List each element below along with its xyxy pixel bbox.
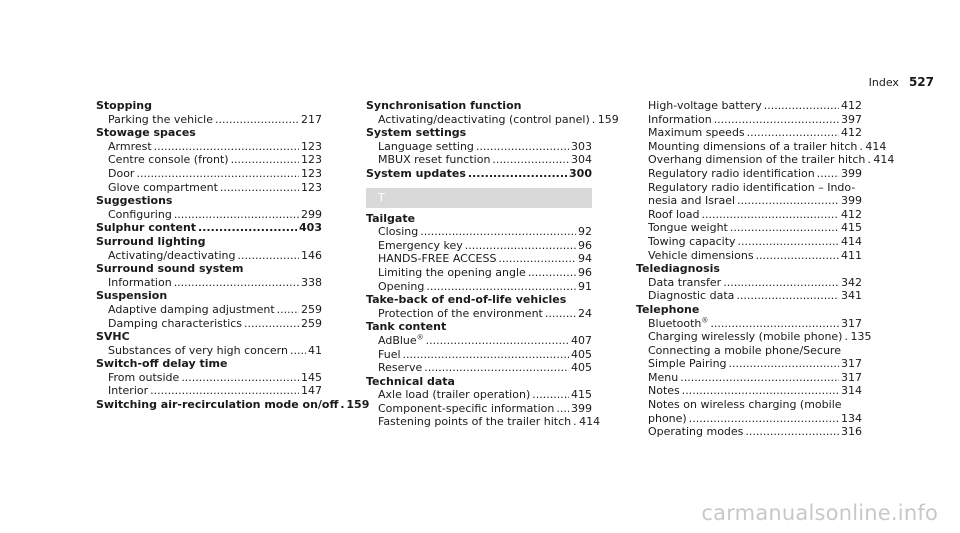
index-subentry-parking-the-vehicle[interactable] <box>96 113 322 127</box>
index-heading-system-settings: System settings <box>366 126 467 140</box>
entry-text: Opening <box>378 279 425 293</box>
dot-leader <box>465 239 576 253</box>
page-reference[interactable]: 399 <box>841 166 862 180</box>
entry-label <box>378 402 554 416</box>
entry-text: Bluetooth <box>648 316 702 330</box>
page-reference[interactable]: 412 <box>841 99 862 112</box>
page-reference[interactable]: 303 <box>571 139 592 153</box>
dot-leader <box>426 334 569 348</box>
entry-label <box>648 384 680 398</box>
index-subentry-towing-capacity[interactable] <box>636 235 862 249</box>
entry-label <box>648 276 721 290</box>
page-reference[interactable]: 96 <box>578 265 592 279</box>
entry-text: Sulphur content <box>96 221 197 235</box>
entry-label <box>96 398 338 412</box>
entry-label <box>378 361 422 375</box>
entry-label <box>648 221 728 235</box>
dot-leader <box>859 140 863 154</box>
page-header <box>869 75 934 89</box>
dot-leader <box>174 276 299 290</box>
page-reference[interactable]: 412 <box>841 207 862 221</box>
entry-text: Menu <box>648 370 679 384</box>
page-reference[interactable]: 24 <box>578 306 592 320</box>
index-heading-tailgate: Tailgate <box>366 211 416 225</box>
page-reference[interactable]: 147 <box>301 384 322 398</box>
index-subentry-bluetooth[interactable] <box>636 317 862 331</box>
dot-leader <box>476 140 569 154</box>
index-heading-synchronisation-function: Synchronisation function <box>366 99 522 112</box>
entry-text: Fuel <box>378 347 401 361</box>
entry-label <box>648 167 815 181</box>
page-reference[interactable]: 41 <box>308 343 322 357</box>
entry-text: High-voltage battery <box>648 99 762 112</box>
page-reference[interactable]: 317 <box>841 316 862 330</box>
entry-text: Substances of very high concern <box>108 343 288 357</box>
entry-label <box>648 289 734 303</box>
index-subentry-axle-load-trailer-operation[interactable] <box>366 388 592 402</box>
entry-text: Interior <box>108 384 149 398</box>
page-reference[interactable]: 135 <box>850 330 872 344</box>
entry-label <box>648 425 743 439</box>
dot-leader <box>710 317 839 331</box>
entry-text: Roof load <box>648 207 700 221</box>
index-column-2 <box>366 99 619 429</box>
dot-leader <box>468 167 567 181</box>
index-subentry-component-specific-information[interactable] <box>366 402 592 416</box>
dot-leader <box>426 280 576 294</box>
page-reference[interactable]: 145 <box>301 370 322 384</box>
entry-label <box>378 252 496 266</box>
index-heading-tank-content: Tank content <box>366 320 447 334</box>
entry-text: Switching air-recirculation mode on/off <box>96 398 339 412</box>
entry-text: Armrest <box>108 139 152 153</box>
dot-leader <box>150 384 299 398</box>
entry-text: Component-specific information <box>378 401 555 415</box>
entry-text: Closing <box>378 225 419 239</box>
page-reference[interactable]: 159 <box>346 398 370 412</box>
index-subentry-emergency-key[interactable] <box>366 239 592 253</box>
index-heading-suggestions: Suggestions <box>96 194 173 208</box>
dot-leader <box>215 113 299 127</box>
page-reference[interactable]: 341 <box>841 289 862 303</box>
page-reference[interactable]: 399 <box>841 194 862 208</box>
entry-text: Notes <box>648 384 680 398</box>
entry-text: Activating/deactivating <box>108 248 236 262</box>
entry-label <box>108 113 213 127</box>
page-reference[interactable]: 96 <box>578 238 592 252</box>
index-heading-surround-sound-system: Surround sound system <box>96 262 244 276</box>
entry-label <box>108 384 148 398</box>
page-reference[interactable]: 259 <box>301 302 322 316</box>
page-reference[interactable]: 159 <box>597 112 619 126</box>
entry-label <box>108 249 236 263</box>
index-subentry-opening[interactable] <box>366 280 592 294</box>
dot-leader <box>702 208 840 222</box>
entry-text: Data transfer <box>648 275 722 289</box>
dot-leader <box>154 140 299 154</box>
dot-leader <box>592 113 596 127</box>
page-reference[interactable]: 414 <box>865 139 887 153</box>
entry-label <box>378 415 571 429</box>
dot-leader <box>747 126 839 140</box>
index-subentry-activating-deactivating-control-panel[interactable] <box>366 112 619 127</box>
entry-label <box>108 371 179 385</box>
entry-text: Towing capacity <box>648 234 736 248</box>
dot-leader <box>545 307 576 321</box>
dot-leader <box>737 194 839 208</box>
index-column-1 <box>96 99 370 412</box>
entry-text: Fastening points of the trailer hitch <box>378 415 572 429</box>
dot-leader <box>420 225 576 239</box>
index-subentry-configuring[interactable] <box>96 208 322 222</box>
index-heading-stopping: Stopping <box>96 99 152 112</box>
dot-leader <box>729 357 839 371</box>
index-heading-telediagnosis: Telediagnosis <box>636 262 720 276</box>
dot-leader <box>277 303 299 317</box>
page-reference[interactable]: 397 <box>841 112 862 126</box>
entry-label <box>108 208 172 222</box>
entry-label <box>108 276 172 290</box>
page-reference[interactable]: 146 <box>301 248 322 262</box>
entry-label <box>108 303 275 317</box>
index-subentry-from-outside[interactable] <box>96 371 322 385</box>
index-list-t <box>366 211 601 430</box>
index-subentry-mbux-reset-function[interactable] <box>366 153 592 167</box>
index-subentry-regulatory-radio-identification[interactable] <box>636 167 862 181</box>
dot-leader <box>424 361 569 375</box>
index-subentry-fastening-points-of-the-trailer-hitch[interactable] <box>366 415 601 429</box>
dot-leader <box>528 266 576 280</box>
entry-label <box>648 194 735 208</box>
entry-label <box>108 153 229 167</box>
page-reference[interactable]: 403 <box>299 221 322 235</box>
index-heading-suspension: Suspension <box>96 289 168 303</box>
dot-leader <box>723 276 839 290</box>
index-subentry-armrest[interactable] <box>96 140 322 154</box>
entry-label <box>648 140 857 154</box>
dot-leader <box>492 153 569 167</box>
header-title: Index <box>868 76 899 89</box>
entry-text: Information <box>108 275 172 289</box>
index-subentry-information[interactable] <box>636 113 862 127</box>
index-heading-system-updates[interactable] <box>366 167 592 181</box>
page-reference[interactable]: 123 <box>301 139 322 153</box>
page-reference[interactable]: 407 <box>571 333 592 347</box>
page-reference[interactable]: 342 <box>841 275 862 289</box>
dot-leader <box>181 371 299 385</box>
index-subentry-centre-console-front[interactable] <box>96 153 322 167</box>
registered-mark: ® <box>416 333 424 342</box>
index-subentry-vehicle-dimensions[interactable] <box>636 249 862 263</box>
dot-leader <box>340 398 344 412</box>
entry-label <box>648 113 712 127</box>
entry-label <box>648 249 754 263</box>
index-subentry-substances-of-very-high-concern[interactable] <box>96 344 322 358</box>
entry-label <box>378 280 424 294</box>
entry-label <box>648 99 762 113</box>
entry-text: Configuring <box>108 207 172 221</box>
entry-label <box>648 330 842 344</box>
page-reference[interactable]: 123 <box>301 166 322 180</box>
index-subentry-mounting-dimensions-of-a-trailer-hitch[interactable] <box>636 139 887 154</box>
dot-leader <box>556 402 569 416</box>
dot-leader <box>231 153 299 167</box>
entry-text: Activating/deactivating (control panel) <box>378 112 590 126</box>
entry-text: From outside <box>108 370 180 384</box>
page-reference[interactable]: 415 <box>841 221 862 235</box>
entry-text: Mounting dimensions of a trailer hitch <box>648 139 858 153</box>
index-subentry-diagnostic-data[interactable] <box>636 289 862 303</box>
page-reference[interactable]: 415 <box>571 388 592 402</box>
entry-text: Tongue weight <box>648 221 728 235</box>
page-reference[interactable]: 304 <box>571 153 592 167</box>
dot-leader <box>817 167 839 181</box>
entry-label <box>108 167 134 181</box>
entry-text: nesia and Israel <box>648 194 736 208</box>
dot-leader <box>573 415 577 429</box>
entry-text: Damping characteristics <box>108 316 243 330</box>
page-reference[interactable]: 91 <box>578 279 592 293</box>
entry-text: Charging wirelessly (mobile phone) <box>648 330 843 344</box>
index-subentry-high-voltage-battery[interactable] <box>636 99 862 113</box>
entry-label <box>96 221 196 235</box>
entry-text: Centre console (front) <box>108 153 229 167</box>
index-subentry-menu[interactable] <box>636 371 862 385</box>
registered-mark: ® <box>701 315 709 324</box>
dot-leader <box>290 344 306 358</box>
entry-label <box>378 348 401 362</box>
dot-leader <box>714 113 839 127</box>
index-subentry-damping-characteristics[interactable] <box>96 317 322 331</box>
page-reference[interactable]: 300 <box>569 166 592 180</box>
page-reference[interactable]: 92 <box>578 225 592 239</box>
dot-leader <box>244 317 299 331</box>
entry-text: Glove compartment <box>108 180 218 194</box>
entry-text: Parking the vehicle <box>108 112 214 126</box>
entry-text: HANDS-FREE ACCESS <box>378 252 497 266</box>
entry-label <box>648 153 865 167</box>
entry-label <box>648 126 745 140</box>
dot-leader <box>198 221 297 235</box>
index-heading-surround-lighting: Surround lighting <box>96 234 206 248</box>
entry-label <box>648 317 708 331</box>
dot-leader <box>498 252 576 266</box>
index-heading-switch-off-delay-time: Switch-off delay time <box>96 357 228 371</box>
section-letter-t: T <box>366 188 592 208</box>
dot-leader <box>682 384 839 398</box>
dot-leader <box>238 249 299 263</box>
index-subentry-activating-deactivating[interactable] <box>96 249 322 263</box>
entry-text: Limiting the opening angle <box>378 265 526 279</box>
entry-text: Simple Pairing <box>648 357 727 371</box>
dot-leader <box>136 167 299 181</box>
entry-label <box>108 181 218 195</box>
entry-text: Maximum speeds <box>648 126 745 140</box>
page-reference[interactable]: 299 <box>301 207 322 221</box>
entry-text: Door <box>108 166 135 180</box>
entry-text: Vehicle dimensions <box>648 248 754 262</box>
page-reference[interactable]: 405 <box>571 361 592 375</box>
index-subentry-simple-pairing[interactable] <box>636 357 862 371</box>
index-subentry-overhang-dimension-of-the-trailer-hitch[interactable] <box>636 153 895 167</box>
entry-label <box>366 167 466 181</box>
entry-label <box>378 153 490 167</box>
page-reference[interactable]: 411 <box>841 248 862 262</box>
dot-leader <box>738 235 839 249</box>
entry-text: Language setting <box>378 139 474 153</box>
index-subentry-language-setting[interactable] <box>366 140 592 154</box>
index-subentry-glove-compartment[interactable] <box>96 181 322 195</box>
index-subentry-limiting-the-opening-angle[interactable] <box>366 266 592 280</box>
page-reference[interactable]: 405 <box>571 347 592 361</box>
entry-label <box>648 235 736 249</box>
dot-leader <box>403 348 569 362</box>
index-subentry-text: Notes on wireless charging (mobile <box>648 398 842 412</box>
entry-text: Information <box>648 112 712 126</box>
index-column-3 <box>636 99 895 439</box>
page-reference[interactable]: 217 <box>301 112 322 126</box>
page-reference[interactable]: 317 <box>841 357 862 371</box>
entry-label <box>378 266 526 280</box>
index-heading-telephone: Telephone <box>636 302 700 316</box>
page-reference[interactable]: 414 <box>873 153 895 167</box>
index-subentry-phone[interactable] <box>636 412 862 426</box>
index-subentry-door[interactable] <box>96 167 322 181</box>
entry-label <box>108 140 152 154</box>
index-heading-stowage-spaces: Stowage spaces <box>96 126 196 140</box>
index-subentry-tongue-weight[interactable] <box>636 221 862 235</box>
index-subentry-roof-load[interactable] <box>636 208 862 222</box>
entry-text: Protection of the environment <box>378 306 543 320</box>
entry-label <box>648 357 727 371</box>
page-reference[interactable]: 399 <box>571 401 592 415</box>
dot-leader <box>532 388 569 402</box>
index-heading-take-back-of-end-of-life-vehicles: Take-back of end-of-life vehicles <box>366 293 567 307</box>
entry-text: System updates <box>366 166 466 180</box>
index-list-s-continued <box>366 99 619 181</box>
entry-text: Emergency key <box>378 238 463 252</box>
entry-label <box>378 140 474 154</box>
index-subentry-adaptive-damping-adjustment[interactable] <box>96 303 322 317</box>
index-subentry-notes[interactable] <box>636 384 862 398</box>
entry-label <box>648 371 678 385</box>
entry-label <box>108 344 288 358</box>
entry-text: Overhang dimension of the trailer hitch <box>648 153 866 167</box>
entry-label <box>378 388 530 402</box>
index-subentry-text: Regulatory radio identification – Indo- <box>648 180 856 194</box>
index-subentry-data-transfer[interactable] <box>636 276 862 290</box>
entry-text: Operating modes <box>648 425 744 439</box>
page-reference[interactable]: 134 <box>841 411 862 425</box>
entry-label <box>648 412 687 426</box>
entry-text: phone) <box>648 411 687 425</box>
page-reference[interactable]: 412 <box>841 126 862 140</box>
entry-text: MBUX reset function <box>378 153 491 167</box>
watermark: carmanualsonline.info <box>701 501 938 525</box>
dot-leader <box>680 371 839 385</box>
entry-text: Regulatory radio identification <box>648 166 815 180</box>
entry-text: Adaptive damping adjustment <box>108 302 275 316</box>
dot-leader <box>844 330 848 344</box>
index-heading-switching-air-recirculation-mode-on-off[interactable] <box>96 398 370 412</box>
index-subentry-adblue[interactable] <box>366 334 592 348</box>
index-subentry-closing[interactable] <box>366 225 592 239</box>
entry-text: Axle load (trailer operation) <box>378 388 531 402</box>
page-reference[interactable]: 338 <box>301 275 322 289</box>
page-reference[interactable]: 123 <box>301 180 322 194</box>
page-reference[interactable]: 414 <box>579 415 601 429</box>
page-reference[interactable]: 123 <box>301 153 322 167</box>
entry-label <box>648 208 700 222</box>
dot-leader <box>745 425 839 439</box>
index-heading-technical-data: Technical data <box>366 374 455 388</box>
page-reference[interactable]: 414 <box>841 234 862 248</box>
dot-leader <box>756 249 839 263</box>
dot-leader <box>736 289 839 303</box>
entry-label <box>378 113 590 127</box>
entry-text: Reserve <box>378 361 423 375</box>
index-subentry-protection-of-the-environment[interactable] <box>366 307 592 321</box>
dot-leader <box>689 412 839 426</box>
page-reference[interactable]: 316 <box>841 425 862 439</box>
entry-text: AdBlue <box>378 333 417 347</box>
entry-text: Diagnostic data <box>648 289 735 303</box>
entry-label <box>108 317 242 331</box>
index-subentry-maximum-speeds[interactable] <box>636 126 862 140</box>
page-reference[interactable]: 314 <box>841 384 862 398</box>
dot-leader <box>730 221 839 235</box>
dot-leader <box>867 153 871 167</box>
entry-label <box>378 334 424 348</box>
page-number: 527 <box>908 75 934 89</box>
index-subentry-nesia-and-israel[interactable] <box>636 194 862 208</box>
index-subentry-operating-modes[interactable] <box>636 425 862 439</box>
index-subentry-information[interactable] <box>96 276 322 290</box>
page-reference[interactable]: 317 <box>841 370 862 384</box>
index-subentry-reserve[interactable] <box>366 361 592 375</box>
page-reference[interactable]: 94 <box>578 252 592 266</box>
index-heading-sulphur-content[interactable] <box>96 221 322 235</box>
index-subentry-hands-free-access[interactable] <box>366 252 592 266</box>
index-subentry-text: Connecting a mobile phone/Secure <box>648 343 841 357</box>
index-subentry-interior[interactable] <box>96 384 322 398</box>
entry-label <box>378 239 463 253</box>
dot-leader <box>764 99 839 113</box>
dot-leader <box>174 208 299 222</box>
index-subentry-charging-wirelessly-mobile-phone[interactable] <box>636 330 872 344</box>
entry-label <box>378 307 543 321</box>
dot-leader <box>220 181 299 195</box>
entry-label <box>378 225 418 239</box>
index-heading-svhc: SVHC <box>96 330 130 344</box>
index-subentry-fuel[interactable] <box>366 348 592 362</box>
page-reference[interactable]: 259 <box>301 316 322 330</box>
